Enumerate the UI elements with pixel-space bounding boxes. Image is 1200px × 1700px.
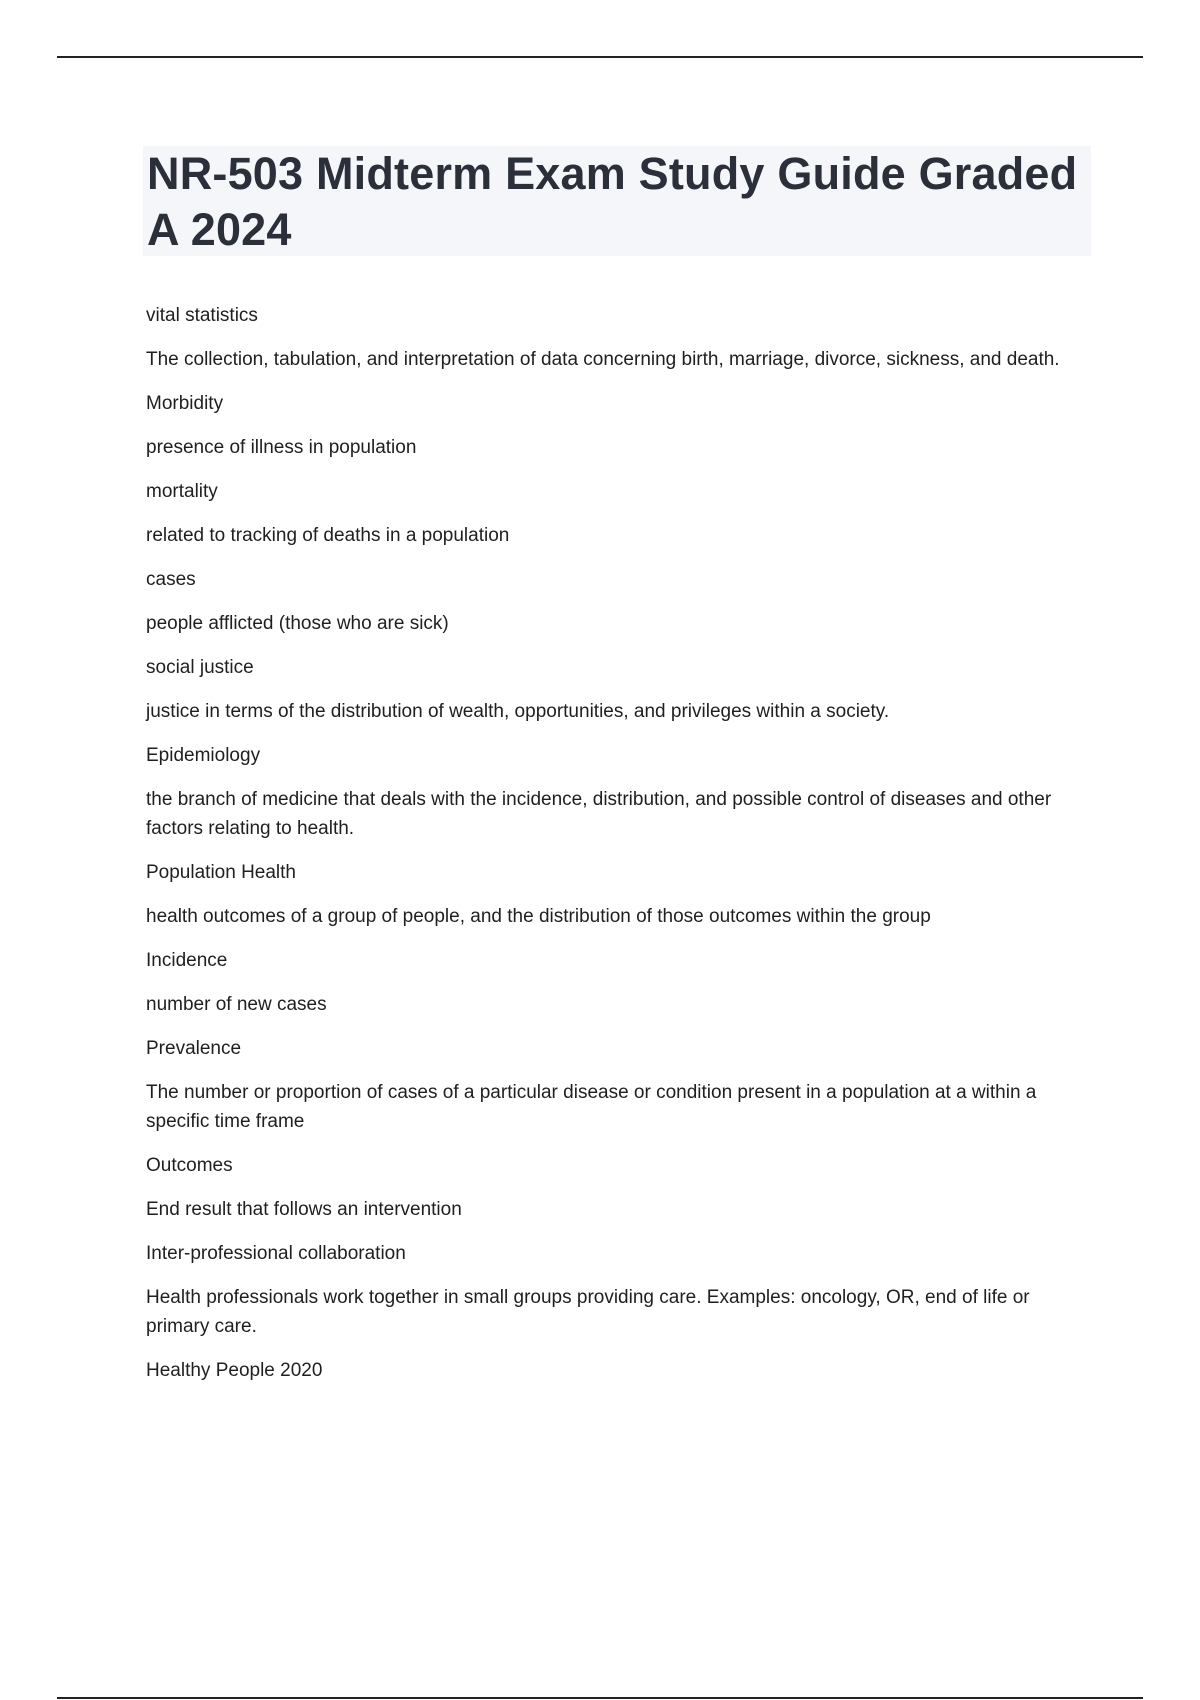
term: Incidence bbox=[146, 950, 228, 971]
term: cases bbox=[146, 569, 196, 590]
definition: related to tracking of deaths in a population bbox=[146, 525, 510, 546]
top-rule bbox=[57, 56, 1143, 58]
definition: The number or proportion of cases of a particular disease or condition present in a population at a within a specific time frame bbox=[146, 1082, 1037, 1132]
term: Population Health bbox=[146, 862, 296, 883]
term: social justice bbox=[146, 657, 254, 678]
title-block bbox=[143, 146, 1091, 256]
term: Healthy People 2020 bbox=[146, 1360, 323, 1381]
term: vital statistics bbox=[146, 305, 258, 326]
term: Outcomes bbox=[146, 1155, 233, 1176]
study-guide-entries bbox=[146, 301, 1092, 1400]
term: Morbidity bbox=[146, 393, 224, 414]
definition: The collection, tabulation, and interpretation of data concerning birth, marriage, divorce, sickness, and death. bbox=[146, 349, 1060, 370]
definition: End result that follows an intervention bbox=[146, 1199, 462, 1220]
term: mortality bbox=[146, 481, 218, 502]
definition: justice in terms of the distribution of wealth, opportunities, and privileges within a society. bbox=[146, 701, 890, 722]
definition: the branch of medicine that deals with the incidence, distribution, and possible control of diseases and other factors relating to health. bbox=[146, 789, 1052, 839]
term: Epidemiology bbox=[146, 745, 261, 766]
definition: number of new cases bbox=[146, 994, 327, 1015]
term: Inter-professional collaboration bbox=[146, 1243, 406, 1264]
definition: presence of illness in population bbox=[146, 437, 417, 458]
definition: people afflicted (those who are sick) bbox=[146, 613, 449, 634]
definition: health outcomes of a group of people, and the distribution of those outcomes within the group bbox=[146, 906, 931, 927]
term: Prevalence bbox=[146, 1038, 242, 1059]
document-title: NR-503 Midterm Exam Study Guide Graded A 2024 bbox=[147, 148, 1078, 255]
definition: Health professionals work together in small groups providing care. Examples: oncology, OR, end of life or primary care. bbox=[146, 1287, 1030, 1337]
bottom-rule bbox=[57, 1697, 1143, 1699]
